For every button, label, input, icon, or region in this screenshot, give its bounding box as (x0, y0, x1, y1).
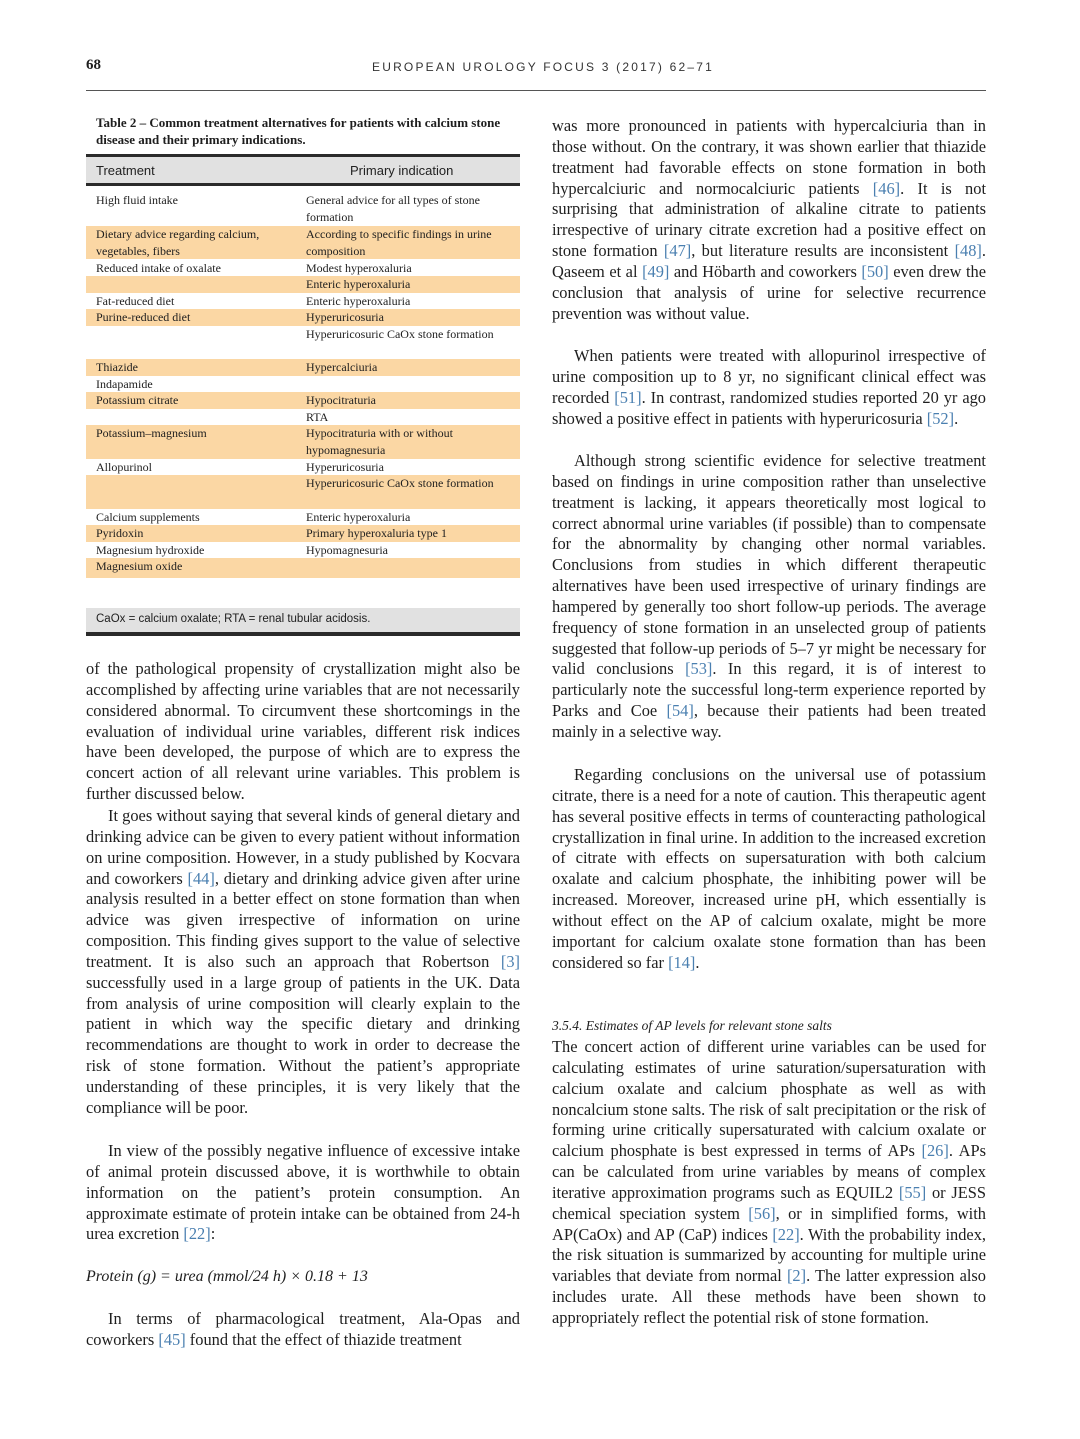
citation-link[interactable]: [52] (926, 408, 955, 428)
indication-cell: Hyperuricosuric CaOx stone formation (306, 476, 494, 490)
table-row (86, 359, 520, 376)
header-indication: Primary indication (350, 163, 454, 178)
text-run: . In this regard, it is of interest to particularly note the successful long-term experience reported by Parks and Coe (552, 659, 986, 721)
table-row (86, 459, 520, 475)
indication-cell: Enteric hyperoxaluria (306, 277, 411, 291)
citation-link[interactable]: [55] (898, 1182, 927, 1202)
text-run: , dietary and drinking advice given after urine analysis resulted in a better effect on stone formation than when advice was given irrespective of information on urine composition. This finding gives support to the value of selective treatment. It is also such an approach that Robertson (86, 868, 520, 971)
table-caption: Table 2 – Common treatment alternatives for patients with calcium stone disease and their primary indications. (96, 115, 501, 147)
treatment-cell: Indapamide (96, 377, 153, 391)
table-body (86, 186, 520, 608)
text-run: . APs can be calculated from urine variables by means of complex iterative approximation programs such as EQUIL2 (552, 1141, 986, 1202)
citation-link[interactable]: [49] (642, 261, 670, 281)
text-run: and Höbarth and coworkers (669, 261, 862, 281)
left-paragraph-4 (86, 1309, 520, 1351)
text-run: successfully used in a large group of patients in the UK. Data from analysis of urine composition will clearly explain to the patient in which way the specific dietary and drinking recommendations are thought to work in order to decrease the risk of stone formation. Without the patient’s appropriate understanding of these principles, it is very likely that the compliance will be poor. (86, 972, 520, 1117)
left-paragraph-2 (86, 806, 520, 1119)
text-run: . With the probability index, the risk situation is summarized by accounting for multiple urine variables that deviate from normal (552, 1224, 986, 1286)
citation-link[interactable]: [45] (158, 1329, 186, 1349)
text-run: . It is not surprising that administration of alkaline citrate to patients irrespective of urinary citrate excretion had a positive effect on stone formation (552, 178, 986, 261)
indication-cell: Modest hyperoxaluria (306, 261, 412, 275)
citation-link[interactable]: [51] (614, 387, 642, 407)
treatment-cell: Potassium citrate (96, 393, 179, 407)
table-row (86, 542, 520, 558)
table-row (86, 425, 520, 459)
table-header (86, 157, 520, 183)
indication-cell: Enteric hyperoxaluria (306, 510, 411, 524)
citation-link[interactable]: [14] (668, 952, 696, 972)
treatment-cell: Potassium–magnesium (96, 426, 207, 440)
treatment-cell: Allopurinol (96, 460, 152, 474)
indication-cell: Hypercalciuria (306, 360, 378, 374)
treatment-cell: High fluid intake (96, 193, 178, 207)
text-run: even drew the conclusion that analysis of urine for selective recurrence prevention was without value. (552, 261, 987, 323)
citation-link[interactable]: [50] (861, 261, 889, 281)
text-run: It goes without saying that several kinds of general dietary and drinking advice can be given to every patient without information on urine composition. However, in a study published by Kocvara and coworkers (86, 806, 520, 888)
table-row (86, 525, 520, 542)
left-paragraph-3 (86, 1141, 520, 1245)
table-row (86, 558, 520, 578)
indication-cell: Hyperuricosuria (306, 460, 384, 474)
table-footnote (86, 608, 520, 632)
indication-cell: Hyperuricosuria (306, 310, 384, 324)
citation-link[interactable]: [22] (183, 1224, 211, 1244)
text-run: In terms of pharmacological treatment, Ala-Opas and coworkers (86, 1309, 520, 1349)
table-row (86, 392, 520, 409)
indication-cell: Hypocitraturia with or without hypomagnesuria (306, 426, 453, 457)
header-rule (86, 90, 986, 91)
text-run: . In contrast, randomized studies reported 20 yr ago showed a positive effect in patients with hyperuricosuria (552, 387, 986, 428)
treatment-cell: Thiazide (96, 360, 138, 374)
treatment-cell: Dietary advice regarding calcium, vegetables, fibers (96, 227, 260, 258)
citation-link[interactable]: [54] (666, 701, 694, 721)
treatment-table (86, 154, 520, 636)
text-run: In view of the possibly negative influence of excessive intake of animal protein discussed above, it is worthwhile to obtain information on the patient’s protein consumption. An approximate estimate of protein intake can be obtained from 24-h urea excretion (86, 1141, 520, 1244)
text-run: found that the effect of thiazide treatment (185, 1329, 462, 1349)
table-row (86, 276, 520, 293)
table-row (86, 326, 520, 359)
footnote-text: CaOx = calcium oxalate; RTA = renal tubular acidosis. (96, 613, 371, 625)
indication-cell: General advice for all types of stone formation (306, 193, 480, 224)
left-paragraph-1: of the pathological propensity of crystallization might also be accomplished by affecting urine variables that are not necessarily considered abnormal. To circumvent these shortcomings in the evaluation of individual urine variables, different risk indices have been developed, the purpose of which are to express the concert action of all relevant urine variables. This problem is further discussed below. (86, 659, 520, 804)
protein-equation: Protein (g) = urea (mmol/24 h) × 0.18 + 13 (86, 1268, 368, 1285)
treatment-cell: Purine-reduced diet (96, 310, 191, 324)
table-row (86, 260, 520, 276)
section-subheading: 3.5.4. Estimates of AP levels for relevant stone salts (552, 1018, 832, 1033)
citation-link[interactable]: [53] (685, 659, 713, 679)
right-paragraph-5 (552, 1037, 986, 1329)
text-run: . (695, 952, 700, 972)
citation-link[interactable]: [48] (954, 241, 982, 261)
citation-link[interactable]: [46] (872, 178, 901, 198)
text-run: or JESS chemical speciation system (552, 1182, 986, 1223)
treatment-cell: Pyridoxin (96, 526, 144, 540)
citation-link[interactable]: [56] (748, 1203, 776, 1223)
right-paragraph-1 (552, 116, 986, 324)
text-run: Regarding conclusions on the universal use of potassium citrate, there is a need for a note of caution. This therapeutic agent has several positive effects in terms of counteracting pathological crystallization in final urine. In addition to the increased excretion of citrate with effects on supersaturation with both calcium oxalate and calcium phosphate, the inhibiting power will be increased. Moreover, increased urine pH, which essentially is without effect on the AP of calcium oxalate, might be more important for calcium oxalate stone formation than has been considered so far (552, 765, 986, 972)
table-row (86, 192, 520, 225)
page-number: 68 (86, 57, 101, 73)
text-run: : (210, 1224, 216, 1244)
text-run: . Qaseem et al (552, 241, 986, 281)
citation-link[interactable]: [47] (663, 241, 692, 261)
citation-link[interactable]: [2] (786, 1266, 807, 1286)
header-treatment: Treatment (96, 163, 155, 178)
text-run: , or in simplified forms, with AP(CaOx) and AP (CaP) indices (552, 1203, 986, 1244)
citation-link[interactable]: [22] (772, 1224, 800, 1244)
table-row (86, 376, 520, 392)
text-run: . (954, 408, 959, 428)
treatment-cell: Calcium supplements (96, 510, 200, 524)
treatment-cell: Reduced intake of oxalate (96, 261, 221, 275)
text-run: was more pronounced in patients with hypercalciuria than in those without. On the contrary, it was shown earlier that thiazide treatment had favorable effects on stone formation in both hypercalciuric and normocalciuric patients (552, 116, 986, 198)
indication-cell: Hypomagnesuria (306, 543, 388, 557)
table-row (86, 293, 520, 309)
right-paragraph-4 (552, 765, 986, 973)
indication-cell: Primary hyperoxaluria type 1 (306, 526, 447, 540)
text-run: When patients were treated with allopurinol irrespective of urine composition up to 8 yr, no significant clinical effect was recorded (552, 346, 986, 407)
text-run: , because their patients had been treated mainly in a selective way. (552, 701, 986, 741)
indication-cell: According to specific findings in urine composition (306, 227, 492, 258)
citation-link[interactable]: [3] (500, 951, 520, 971)
treatment-cell: Magnesium hydroxide (96, 543, 205, 557)
indication-cell: Hypocitraturia (306, 393, 376, 407)
text-run: Although strong scientific evidence for selective treatment based on findings in urine composition rather than unselective treatment is lacking, it appears theoretically most logical to correct abnormal urine variables (if possible) than to compensate for the abnormality by changing other normal variables. Conclusions from studies in which different therapeutic alternatives have been used irrespective of urinary findings are hampered by generally too short follow-up periods. The average frequency of stone formation in an unselected group of patients suggested that follow-up periods of 5–7 yr might be necessary for valid conclusions (552, 451, 986, 679)
treatment-cell: Fat-reduced diet (96, 294, 175, 308)
journal-header: EUROPEAN UROLOGY FOCUS 3 (2017) 62–71 (372, 60, 714, 74)
indication-cell: RTA (306, 410, 329, 424)
table-row (86, 226, 520, 259)
table-row (86, 509, 520, 525)
indication-cell: Enteric hyperoxaluria (306, 294, 411, 308)
text-run: . The latter expression also includes urate. All these methods have been shown to appropriately reflect the potential risk of stone formation. (552, 1266, 986, 1327)
citation-link[interactable]: [26] (921, 1141, 949, 1161)
citation-link[interactable]: [44] (187, 868, 215, 888)
treatment-cell: Magnesium oxide (96, 559, 183, 573)
right-paragraph-2 (552, 346, 986, 429)
table-row (86, 309, 520, 326)
text-run: The concert action of different urine variables can be used for calculating estimates of urine saturation/supersaturation with calcium oxalate and calcium phosphate as well as with noncalcium stone salts. The risk of salt precipitation or the risk of forming urine critically supersaturated with calcium oxalate or calcium phosphate is best expressed in terms of APs (552, 1037, 986, 1161)
right-paragraph-3 (552, 451, 986, 743)
table-bottom-rule (86, 632, 520, 636)
table-row (86, 475, 520, 509)
indication-cell: Hyperuricosuric CaOx stone formation (306, 327, 494, 341)
text-run: , but literature results are inconsistent (691, 241, 955, 261)
table-row (86, 409, 520, 425)
